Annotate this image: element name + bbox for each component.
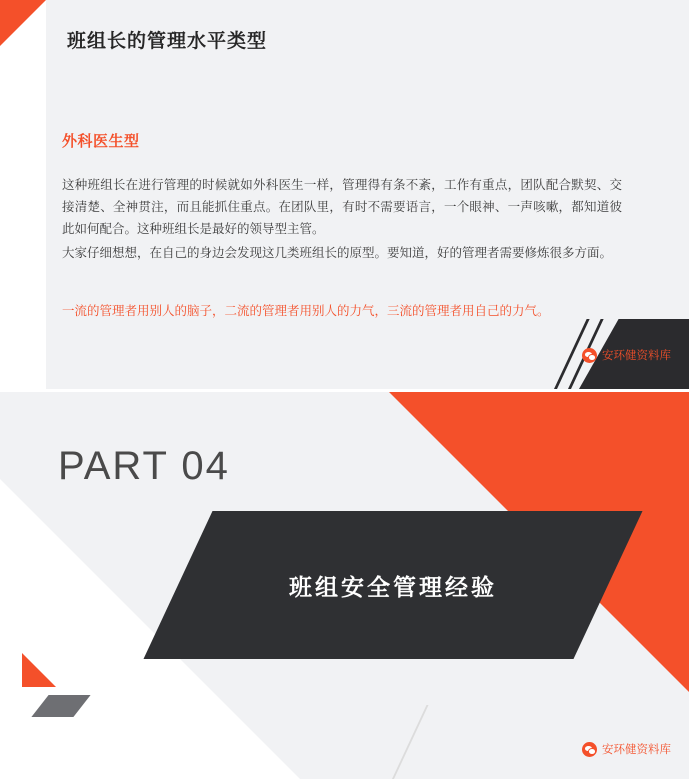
orange-accent-triangle-icon bbox=[22, 653, 56, 687]
slide1-left-white-bar bbox=[0, 0, 46, 389]
slide-1 bbox=[0, 0, 689, 389]
slide2-part-label: PART 04 bbox=[58, 444, 230, 488]
slide2-watermark-label: 安环健资料库 bbox=[602, 744, 671, 756]
slide2-watermark bbox=[582, 741, 671, 757]
slide1-watermark bbox=[582, 347, 671, 363]
orange-corner-triangle-icon bbox=[0, 0, 46, 46]
slide1-paragraph-2: 大家仔细想想，在自己的身边会发现这几类班组长的原型。要知道，好的管理者需要修炼很多方面。 bbox=[62, 246, 613, 260]
slide2-diagonal-line bbox=[392, 705, 429, 779]
wechat-icon bbox=[582, 742, 597, 757]
slide1-paragraph-1: 这种班组长在进行管理的时候就如外科医生一样，管理得有条不紊，工作有重点，团队配合默契、交接清楚、全神贯注，而且能抓住重点。在团队里，有时不需要语言，一个眼神、一声咳嗽，都知道彼此如何配合。这种班组长是最好的领导型主管。 bbox=[62, 178, 622, 236]
slide1-body-text bbox=[62, 174, 622, 266]
slide2-banner-title: 班组安全管理经验 bbox=[289, 573, 497, 600]
slide1-title: 班组长的管理水平类型 bbox=[67, 31, 268, 52]
slide-2 bbox=[0, 392, 689, 779]
wechat-icon bbox=[582, 348, 597, 363]
slide1-highlight-text: 一流的管理者用别人的脑子，二流的管理者用别人的力气，三流的管理者用自己的力气。 bbox=[62, 304, 550, 318]
slide1-subtitle: 外科医生型 bbox=[62, 133, 140, 150]
slide1-watermark-label: 安环健资料库 bbox=[602, 350, 671, 362]
